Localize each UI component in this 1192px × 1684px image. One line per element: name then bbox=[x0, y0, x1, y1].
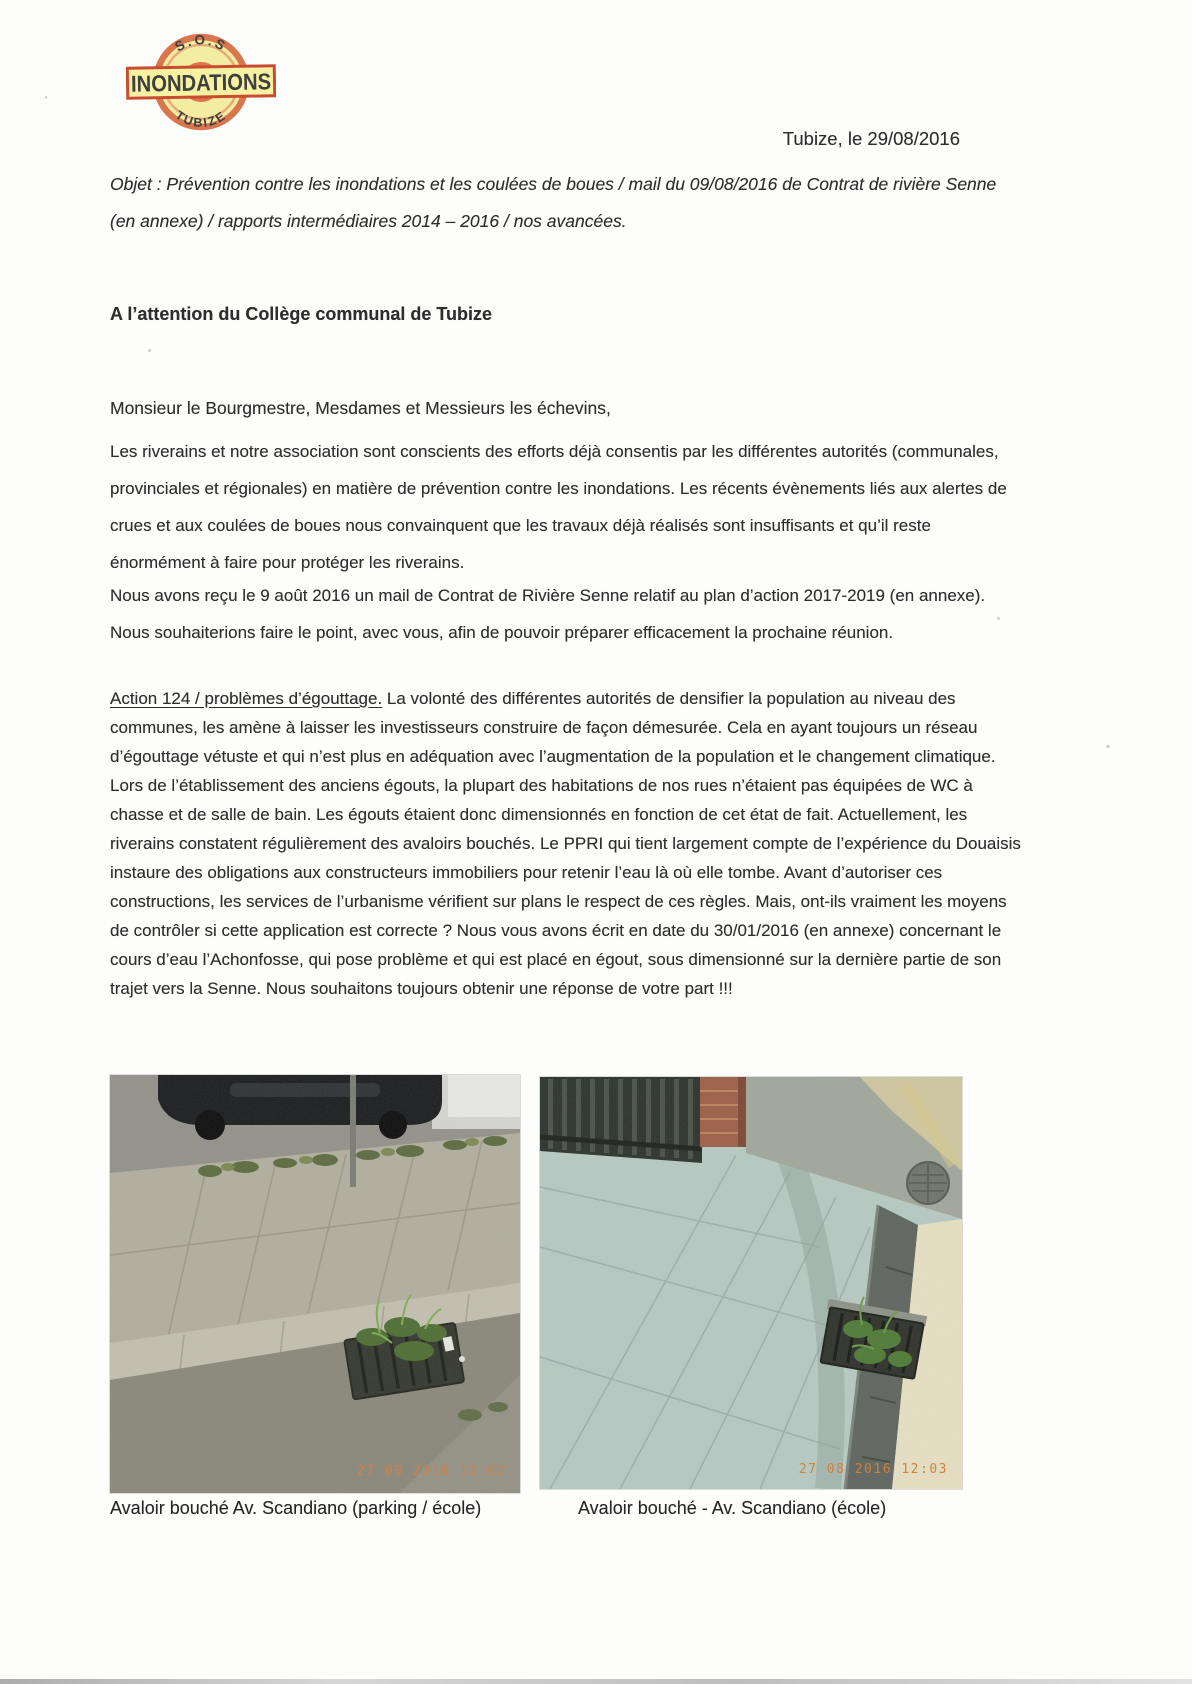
lifebuoy-logo-icon bbox=[126, 28, 276, 136]
scan-speck bbox=[45, 96, 47, 99]
action-124-body: La volonté des différentes autorités de densifier la population au niveau des communes, les amène à laisser les investisseurs construire de façon démesurée. Cela en ayant toujours un réseau d’égouttage vétuste et qui n’est plus en adéquation avec l’augmentation de la population et le changement climatique. Lors de l’établissement des anciens égouts, la plupart des habitations de nos rues n’étaient pas équipées de WC à chasse et de salle de bain. Les égouts étaient donc dimensionnés en fonction de cet état de fait. Actuellement, les riverains constatent régulièrement des avaloirs bouchés. Le PPRI qui tient largement compte de l’expérience du Douaisis instaure des obligations aux constructeurs immobiliers pour retenir l’eau là où elle tombe. Avant d’autoriser ces constructions, les services de l’urbanisme vérifient sur plans le respect de ces règles. Mais, ont-ils vraiment les moyens de contrôler si cette application est correcte ? Nous vous avons écrit en date du 30/01/2016 (en annexe) concernant le cours d’eau l’Achonfosse, qui pose problème et qui est placé en égout, sous dimensionné sur la dernière partie de son trajet vers la Senne. Nous souhaitons toujours obtenir une réponse de votre part !!! bbox=[110, 689, 1021, 998]
action-124-heading: Action 124 / problèmes d’égouttage. bbox=[110, 689, 383, 708]
attention-heading: A l’attention du Collège communal de Tubize bbox=[110, 304, 493, 324]
logo-bottom-text: TUBIZE bbox=[172, 108, 230, 131]
paragraph-efforts: Les riverains et notre association sont conscients des efforts déjà consentis par les différentes autorités (communales, provinciales et régionales) en matière de prévention contre les inondations. Les récents évènements liés aux alertes de crues et aux coulées de boues nous convainquent que les travaux déjà réalisés sont insuffisants et qu’il reste énormément à faire pour protéger les riverains. bbox=[110, 442, 1007, 572]
street-drain-photo-right bbox=[540, 1077, 962, 1489]
subject-line: Objet : Prévention contre les inondations et les coulées de boues / mail du 09/08/2016 de Contrat de rivière Senne (en annexe) / rapports intermédiaires 2014 – 2016 / nos avancées. bbox=[110, 174, 997, 231]
logo-top-text: S.O.S bbox=[172, 32, 230, 55]
street-drain-photo-left bbox=[110, 1075, 520, 1493]
scanner-edge-line bbox=[0, 1679, 1192, 1684]
scan-speck bbox=[1106, 745, 1110, 748]
photo-blocked-drain-school bbox=[540, 1077, 962, 1489]
dateline: Tubize, le 29/08/2016 bbox=[782, 128, 960, 149]
sos-inondations-tubize-logo bbox=[126, 28, 276, 136]
camera-timestamp-left: 27 08 2016 12:02 bbox=[356, 1464, 506, 1479]
paragraph-action-124 bbox=[110, 684, 1025, 1003]
photo-blocked-drain-parking bbox=[110, 1075, 520, 1493]
scan-speck bbox=[997, 617, 1000, 620]
photo-caption-left: Avaloir bouché Av. Scandiano (parking / école) bbox=[110, 1498, 482, 1518]
camera-timestamp-right: 27 08 2016 12:03 bbox=[798, 1462, 948, 1477]
salutation: Monsieur le Bourgmestre, Mesdames et Messieurs les échevins, bbox=[110, 398, 611, 418]
scan-speck bbox=[148, 349, 151, 352]
paragraph-mail-crs: Nous avons reçu le 9 août 2016 un mail de Contrat de Rivière Senne relatif au plan d’action 2017-2019 (en annexe). Nous souhaiterions faire le point, avec vous, afin de pouvoir préparer efficacement la prochaine réunion. bbox=[110, 586, 986, 642]
logo-banner-text: INONDATIONS bbox=[130, 68, 272, 98]
photo-caption-right: Avaloir bouché - Av. Scandiano (école) bbox=[578, 1498, 887, 1518]
